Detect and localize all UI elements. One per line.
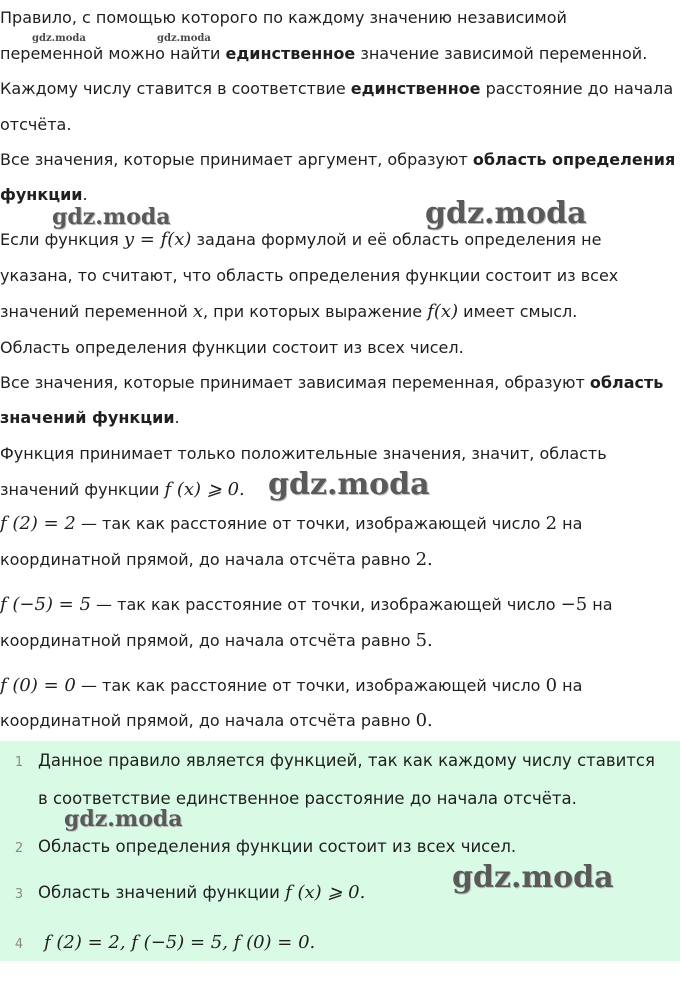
paragraph-unique-line1: Каждому числу ставится в соответствие единственное расстояние до начала bbox=[0, 79, 674, 98]
watermark: gdz.moda bbox=[64, 806, 183, 832]
paragraph-domain-line1: Все значения, которые принимает аргумент, образуют область определения bbox=[0, 150, 676, 169]
paragraph-f0-line1: f (0) = 0 — так как расстояние от точки, изображающей число 0 на bbox=[0, 675, 583, 696]
paragraph-fm5-line1: f (−5) = 5 — так как расстояние от точки, изображающей число −5 на bbox=[0, 594, 613, 615]
paragraph-fm5-line2: координатной прямой, до начала отсчёта равно 5. bbox=[0, 630, 433, 651]
paragraph-positive-line1: Функция принимает только положительные значения, значит, область bbox=[0, 444, 607, 463]
paragraph-positive-line2: значений функции f (x) ⩾ 0. bbox=[0, 479, 245, 500]
answers-block bbox=[0, 741, 680, 961]
answer-4: 4 f (2) = 2, f (−5) = 5, f (0) = 0. bbox=[14, 932, 316, 953]
paragraph-range-line1: Все значения, которые принимает зависимая переменная, образуют область bbox=[0, 373, 664, 392]
paragraph-range-line2: значений функции. bbox=[0, 408, 180, 427]
paragraph-f0-line2: координатной прямой, до начала отсчёта равно 0. bbox=[0, 710, 433, 731]
paragraph-f2-line1: f (2) = 2 — так как расстояние от точки, изображающей число 2 на bbox=[0, 513, 583, 534]
paragraph-rule-line2: переменной можно найти единственное значение зависимой переменной. bbox=[0, 44, 648, 63]
answer-3: 3 Область значений функции f (x) ⩾ 0. bbox=[14, 882, 366, 903]
watermark: gdz.moda bbox=[452, 860, 614, 895]
paragraph-rule-line1: Правило, с помощью которого по каждому значению независимой bbox=[0, 8, 567, 27]
answer-1-line2: в соответствие единственное расстояние до начала отсчёта. bbox=[38, 789, 577, 808]
watermark: gdz.moda bbox=[32, 33, 86, 44]
paragraph-formula-line2: указана, то считают, что область определения функции состоит из всех bbox=[0, 266, 619, 285]
watermark: gdz.moda bbox=[425, 196, 587, 231]
watermark: gdz.moda bbox=[157, 33, 211, 44]
paragraph-domain-line2: функции. bbox=[0, 185, 88, 204]
answer-2: 2 Область определения функции состоит из всех чисел. bbox=[14, 837, 517, 856]
watermark: gdz.moda bbox=[268, 467, 430, 502]
answer-1-line1: 1 Данное правило является функцией, так как каждому числу ставится bbox=[14, 751, 655, 770]
paragraph-unique-line2: отсчёта. bbox=[0, 115, 72, 134]
paragraph-f2-line2: координатной прямой, до начала отсчёта равно 2. bbox=[0, 549, 433, 570]
watermark: gdz.moda bbox=[52, 204, 171, 230]
paragraph-formula-line3: значений переменной x, при которых выражение f(x) имеет смысл. bbox=[0, 301, 578, 322]
paragraph-domain-all: Область определения функции состоит из всех чисел. bbox=[0, 338, 464, 357]
paragraph-formula-line1: Если функция y = f(x) задана формулой и её область определения не bbox=[0, 229, 602, 250]
